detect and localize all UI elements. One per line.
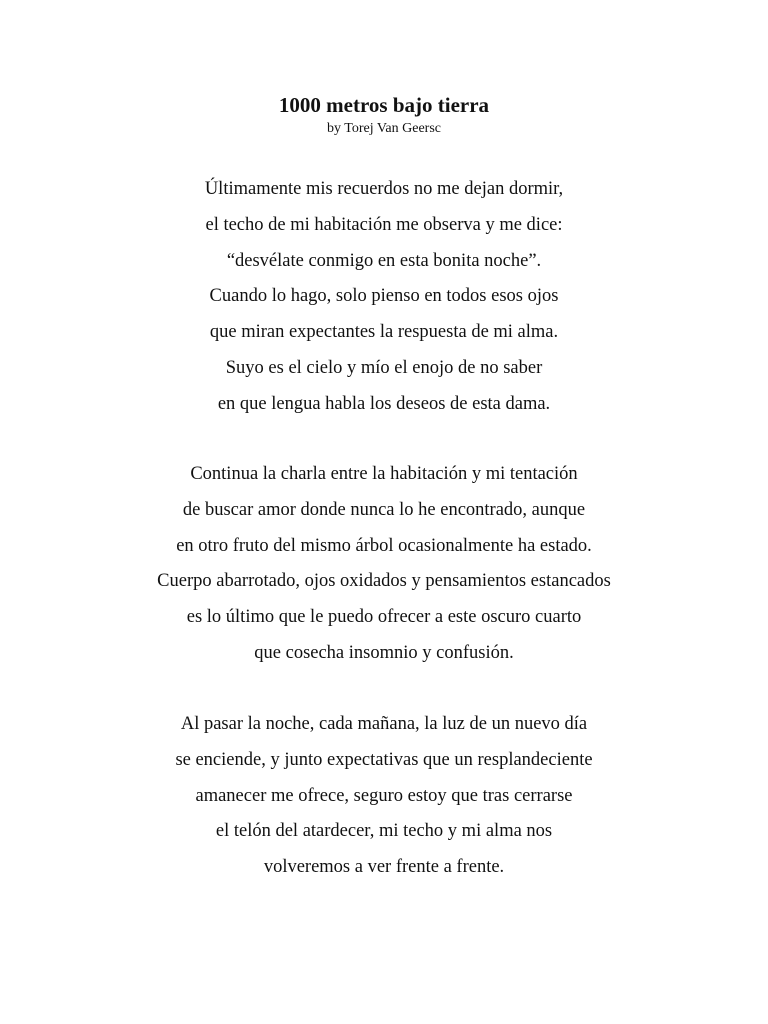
poem-line: “desvélate conmigo en esta bonita noche”. [226, 250, 542, 271]
poem-line: en que lengua habla los deseos de esta dama. [217, 393, 551, 414]
poem-line: Últimamente mis recuerdos no me dejan dormir, [204, 179, 564, 199]
stanza-1 [0, 172, 768, 423]
poem-line: el telón del atardecer, mi techo y mi alma nos [215, 821, 553, 842]
poem-line: de buscar amor donde nunca lo he encontrado, aunque [182, 499, 586, 520]
poem-line: Cuerpo abarrotado, ojos oxidados y pensamientos estancados [157, 571, 611, 592]
poem-line: que miran expectantes la respuesta de mi alma. [209, 322, 559, 343]
poem-line: amanecer me ofrece, seguro estoy que tras cerrarse [195, 785, 573, 806]
poem-author: by Torej Van Geersc [327, 121, 441, 136]
poem-line: Al pasar la noche, cada mañana, la luz de un nuevo día [180, 714, 588, 734]
poem-line: Cuando lo hago, solo pienso en todos esos ojos [209, 286, 559, 307]
poem-line: Continua la charla entre la habitación y mi tentación [190, 464, 578, 484]
poem-line: es lo último que le puedo ofrecer a este oscuro cuarto [186, 607, 582, 628]
poem-line: en otro fruto del mismo árbol ocasionalmente ha estado. [176, 535, 592, 556]
poem-line: que cosecha insomnio y confusión. [254, 642, 514, 663]
poem-line: volveremos a ver frente a frente. [263, 857, 505, 878]
poem-title: 1000 metros bajo tierra [278, 93, 490, 117]
stanza-2 [0, 457, 768, 672]
poem-line: el techo de mi habitación me observa y me dice: [205, 214, 563, 235]
stanza-3 [0, 707, 768, 886]
poem-line: Suyo es el cielo y mío el enojo de no saber [225, 357, 543, 378]
poem-line: se enciende, y junto expectativas que un resplandeciente [175, 749, 593, 770]
